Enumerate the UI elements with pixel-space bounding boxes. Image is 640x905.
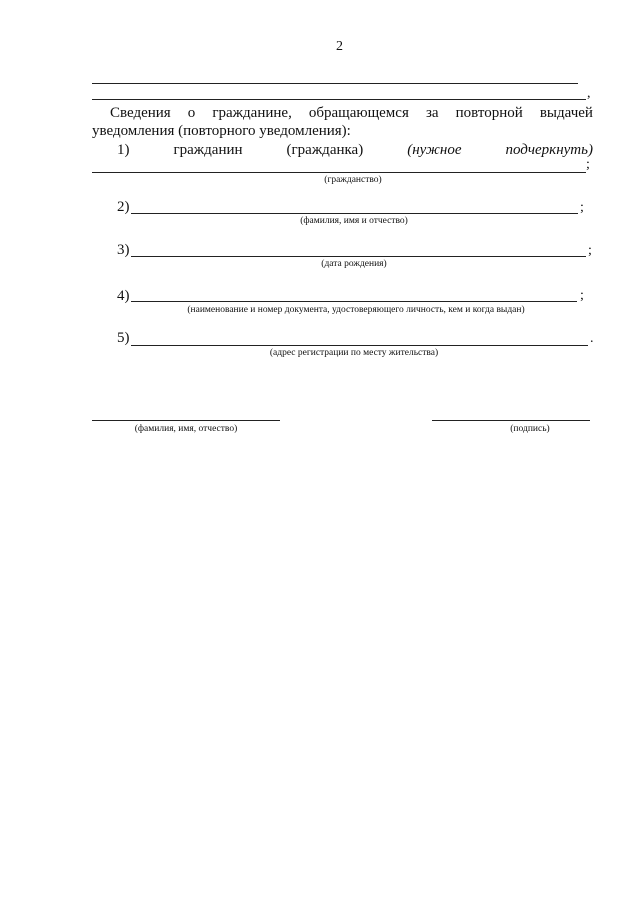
item-number: 1) xyxy=(117,142,130,158)
name-signature-line xyxy=(92,420,280,421)
item-1-text xyxy=(117,141,593,159)
item-5-blank-line xyxy=(131,345,588,346)
item-3-blank-line xyxy=(131,256,586,257)
intro-word: за xyxy=(425,105,439,121)
item-hint-word: (нужное xyxy=(407,142,462,158)
item-1-blank-line xyxy=(92,172,586,173)
item-2-end-mark: ; xyxy=(580,200,584,215)
item-2-caption: (фамилия, имя и отчество) xyxy=(300,216,408,226)
item-4-caption: (наименование и номер документа, удостоверяющего личность, кем и когда выдан) xyxy=(187,305,525,315)
item-4-end-mark: ; xyxy=(580,288,584,303)
item-1-caption: (гражданство) xyxy=(324,175,382,185)
item-4-blank-line xyxy=(131,301,577,302)
name-caption: (фамилия, имя, отчество) xyxy=(134,424,238,434)
sign-signature-line xyxy=(432,420,590,421)
item-word: (гражданка) xyxy=(286,142,364,158)
item-3-caption: (дата рождения) xyxy=(321,259,387,269)
item-2-blank-line xyxy=(131,213,578,214)
intro-word: выдачей xyxy=(539,105,593,121)
page-number: 2 xyxy=(336,39,343,54)
item-4-number: 4) xyxy=(117,288,130,304)
item-5-end-mark: . xyxy=(590,331,594,346)
intro-word: Сведения xyxy=(110,105,171,121)
blank-line-top-1 xyxy=(92,83,578,84)
intro-line-2: уведомления (повторного уведомления): xyxy=(92,123,351,139)
blank-line-top-2 xyxy=(92,99,586,100)
intro-word: обращающемся xyxy=(308,105,409,121)
item-3-end-mark: ; xyxy=(588,243,592,258)
item-5-number: 5) xyxy=(117,330,130,346)
intro-line-1 xyxy=(110,104,593,122)
item-3-number: 3) xyxy=(117,242,130,258)
intro-word: о xyxy=(187,105,196,121)
item-hint-word: подчеркнуть) xyxy=(505,142,593,158)
sign-caption: (подпись) xyxy=(510,424,550,434)
item-1-end-mark: ; xyxy=(586,157,590,172)
item-5-caption: (адрес регистрации по месту жительства) xyxy=(269,348,439,358)
intro-word: повторной xyxy=(455,105,523,121)
item-2-number: 2) xyxy=(117,199,130,215)
item-word: гражданин xyxy=(173,142,243,158)
intro-word: гражданине, xyxy=(212,105,292,121)
top-end-comma: , xyxy=(587,86,591,101)
